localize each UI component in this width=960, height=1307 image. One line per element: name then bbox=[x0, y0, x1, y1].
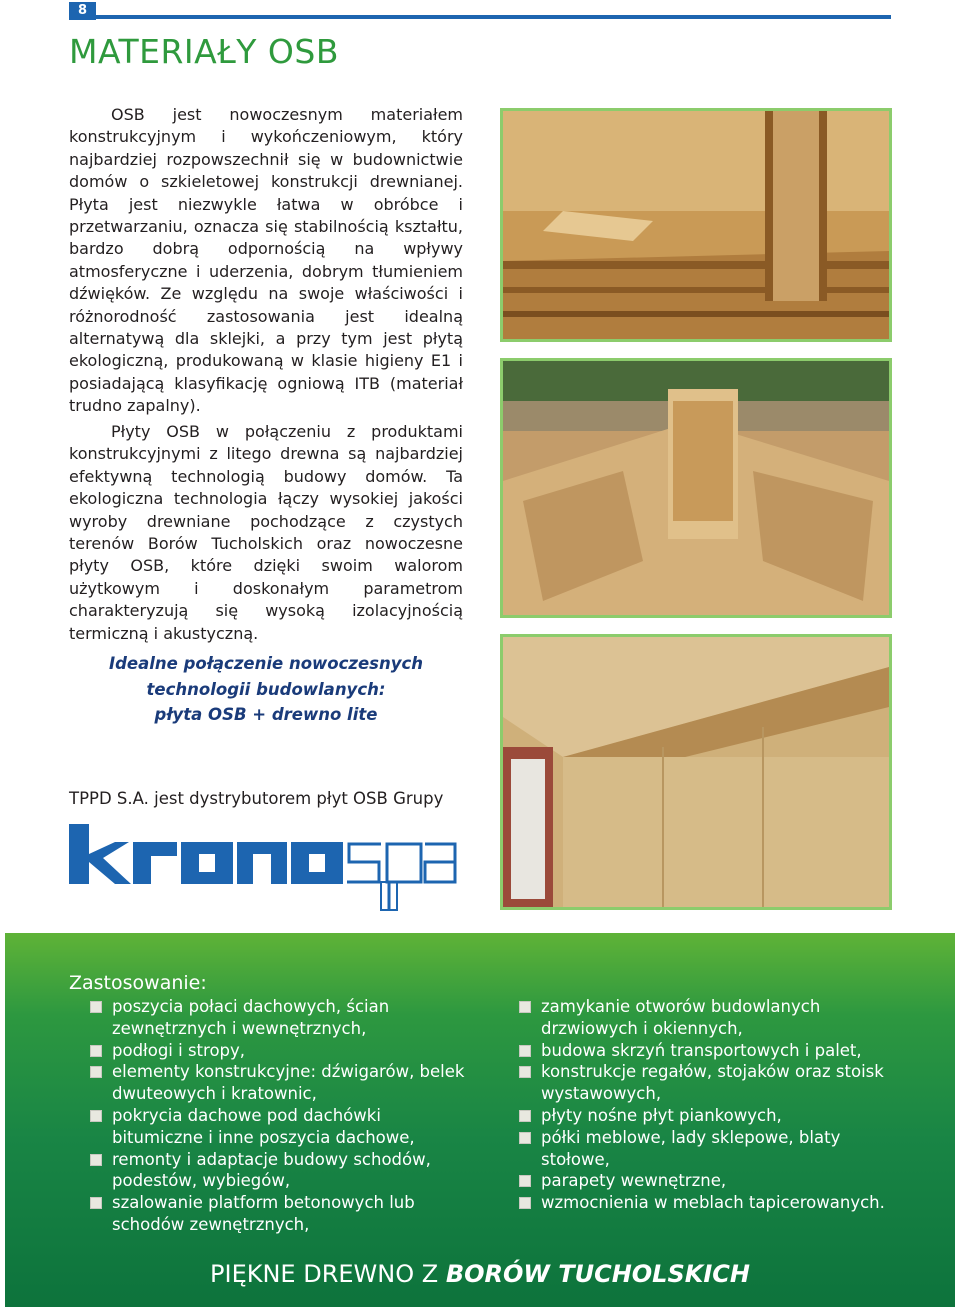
bullet-square bbox=[519, 1066, 531, 1078]
osb-boards-photo bbox=[500, 108, 892, 342]
list-item: remonty i adaptacje budowy schodów, podestów, wybiegów, bbox=[90, 1149, 470, 1193]
list-item: półki meblowe, lady sklepowe, blaty stołowe, bbox=[519, 1127, 899, 1171]
bullet-square bbox=[90, 1110, 102, 1122]
footer-slogan bbox=[0, 1260, 960, 1288]
list-item: konstrukcje regałów, stojaków oraz stoisk wystawowych, bbox=[519, 1061, 899, 1105]
page-number: 8 bbox=[69, 2, 96, 20]
intro-paragraph: OSB jest nowoczesnym materiałem konstrukcyjnym i wykończeniowym, który najbardziej rozpowszechnił się w budownictwie domów o szkieletowej konstrukcji drewnianej. Płyta jest niezwykle łatwa w obróbce i przetwarzaniu, oznacza się stabilnością kształtu, bardzo dobrą odpornością na wpływy atmosferyczne i uderzenia, dobrym tłumieniem dźwięków. Ze względu na swoje właściwości i różnorodność zastosowania jest idealną alternatywą dla sklejki, a przy tym jest płytą ekologiczną, produkowaną w klasie higieny E1 i posiadającą klasyfikację ogniową ITB (materiał trudno zapalny). bbox=[69, 105, 463, 416]
list-item: szalowanie platform betonowych lub schodów zewnętrznych, bbox=[90, 1192, 470, 1236]
page-title: MATERIAŁY OSB bbox=[69, 32, 339, 71]
bullet-square bbox=[90, 1045, 102, 1057]
list-item: zamykanie otworów budowlanych drzwiowych i okiennych, bbox=[519, 996, 899, 1040]
bullet-square bbox=[519, 1045, 531, 1057]
bullet-square bbox=[519, 1197, 531, 1209]
list-item: pokrycia dachowe pod dachówki bitumiczne i inne poszycia dachowe, bbox=[90, 1105, 470, 1149]
bullet-square bbox=[519, 1175, 531, 1187]
list-item: budowa skrzyń transportowych i palet, bbox=[519, 1040, 899, 1062]
list-item: elementy konstrukcyjne: dźwigarów, belek dwuteowych i kratownic, bbox=[90, 1061, 470, 1105]
list-item: wzmocnienia w meblach tapicerowanych. bbox=[519, 1192, 899, 1214]
bullet-square bbox=[519, 1001, 531, 1013]
slogan-line-1: Idealne połączenie nowoczesnych bbox=[108, 654, 424, 673]
distributor-note: TPPD S.A. jest dystrybutorem płyt OSB Grupy bbox=[69, 789, 444, 808]
house-construction-photo bbox=[500, 358, 892, 618]
top-rule bbox=[69, 15, 891, 19]
bullet-square bbox=[90, 1154, 102, 1166]
list-item: poszycia połaci dachowych, ścian zewnętrznych i wewnętrznych, bbox=[90, 996, 470, 1040]
technology-paragraph: Płyty OSB w połączeniu z produktami konstrukcyjnymi z litego drewna są najbardziej efektywną technologią budowy domów. Ta ekologiczna technologia łączy wysokiej jakości wyroby drewniane pochodzące z czystych terenów Borów Tucholskich oraz nowoczesne płyty OSB, które dzięki swoim walorom użytkowym i doskonałym parametrom charakteryzują się wysoką izolacyjnością termiczną i akustyczną. bbox=[69, 422, 463, 643]
list-item: płyty nośne płyt piankowych, bbox=[519, 1105, 899, 1127]
list-item: podłogi i stropy, bbox=[90, 1040, 470, 1062]
bullet-square bbox=[90, 1066, 102, 1078]
slogan-line-2: technologii budowlanych: bbox=[146, 679, 386, 699]
list-item: parapety wewnętrzne, bbox=[519, 1170, 899, 1192]
applications-title: Zastosowanie: bbox=[69, 972, 207, 994]
bullet-square bbox=[519, 1110, 531, 1122]
kronospan-logo bbox=[69, 824, 463, 912]
bullet-square bbox=[90, 1197, 102, 1209]
applications-list-right bbox=[519, 996, 899, 1214]
slogan-line-3: płyta OSB + drewno lite bbox=[154, 705, 378, 724]
bullet-square bbox=[90, 1001, 102, 1013]
footer-bold: BORÓW TUCHOLSKICH bbox=[445, 1260, 750, 1288]
osb-interior-photo bbox=[500, 634, 892, 910]
applications-list-left bbox=[90, 996, 470, 1236]
bullet-square bbox=[519, 1132, 531, 1144]
footer-regular: PIĘKNE DREWNO Z bbox=[210, 1260, 446, 1288]
slogan bbox=[69, 651, 463, 728]
